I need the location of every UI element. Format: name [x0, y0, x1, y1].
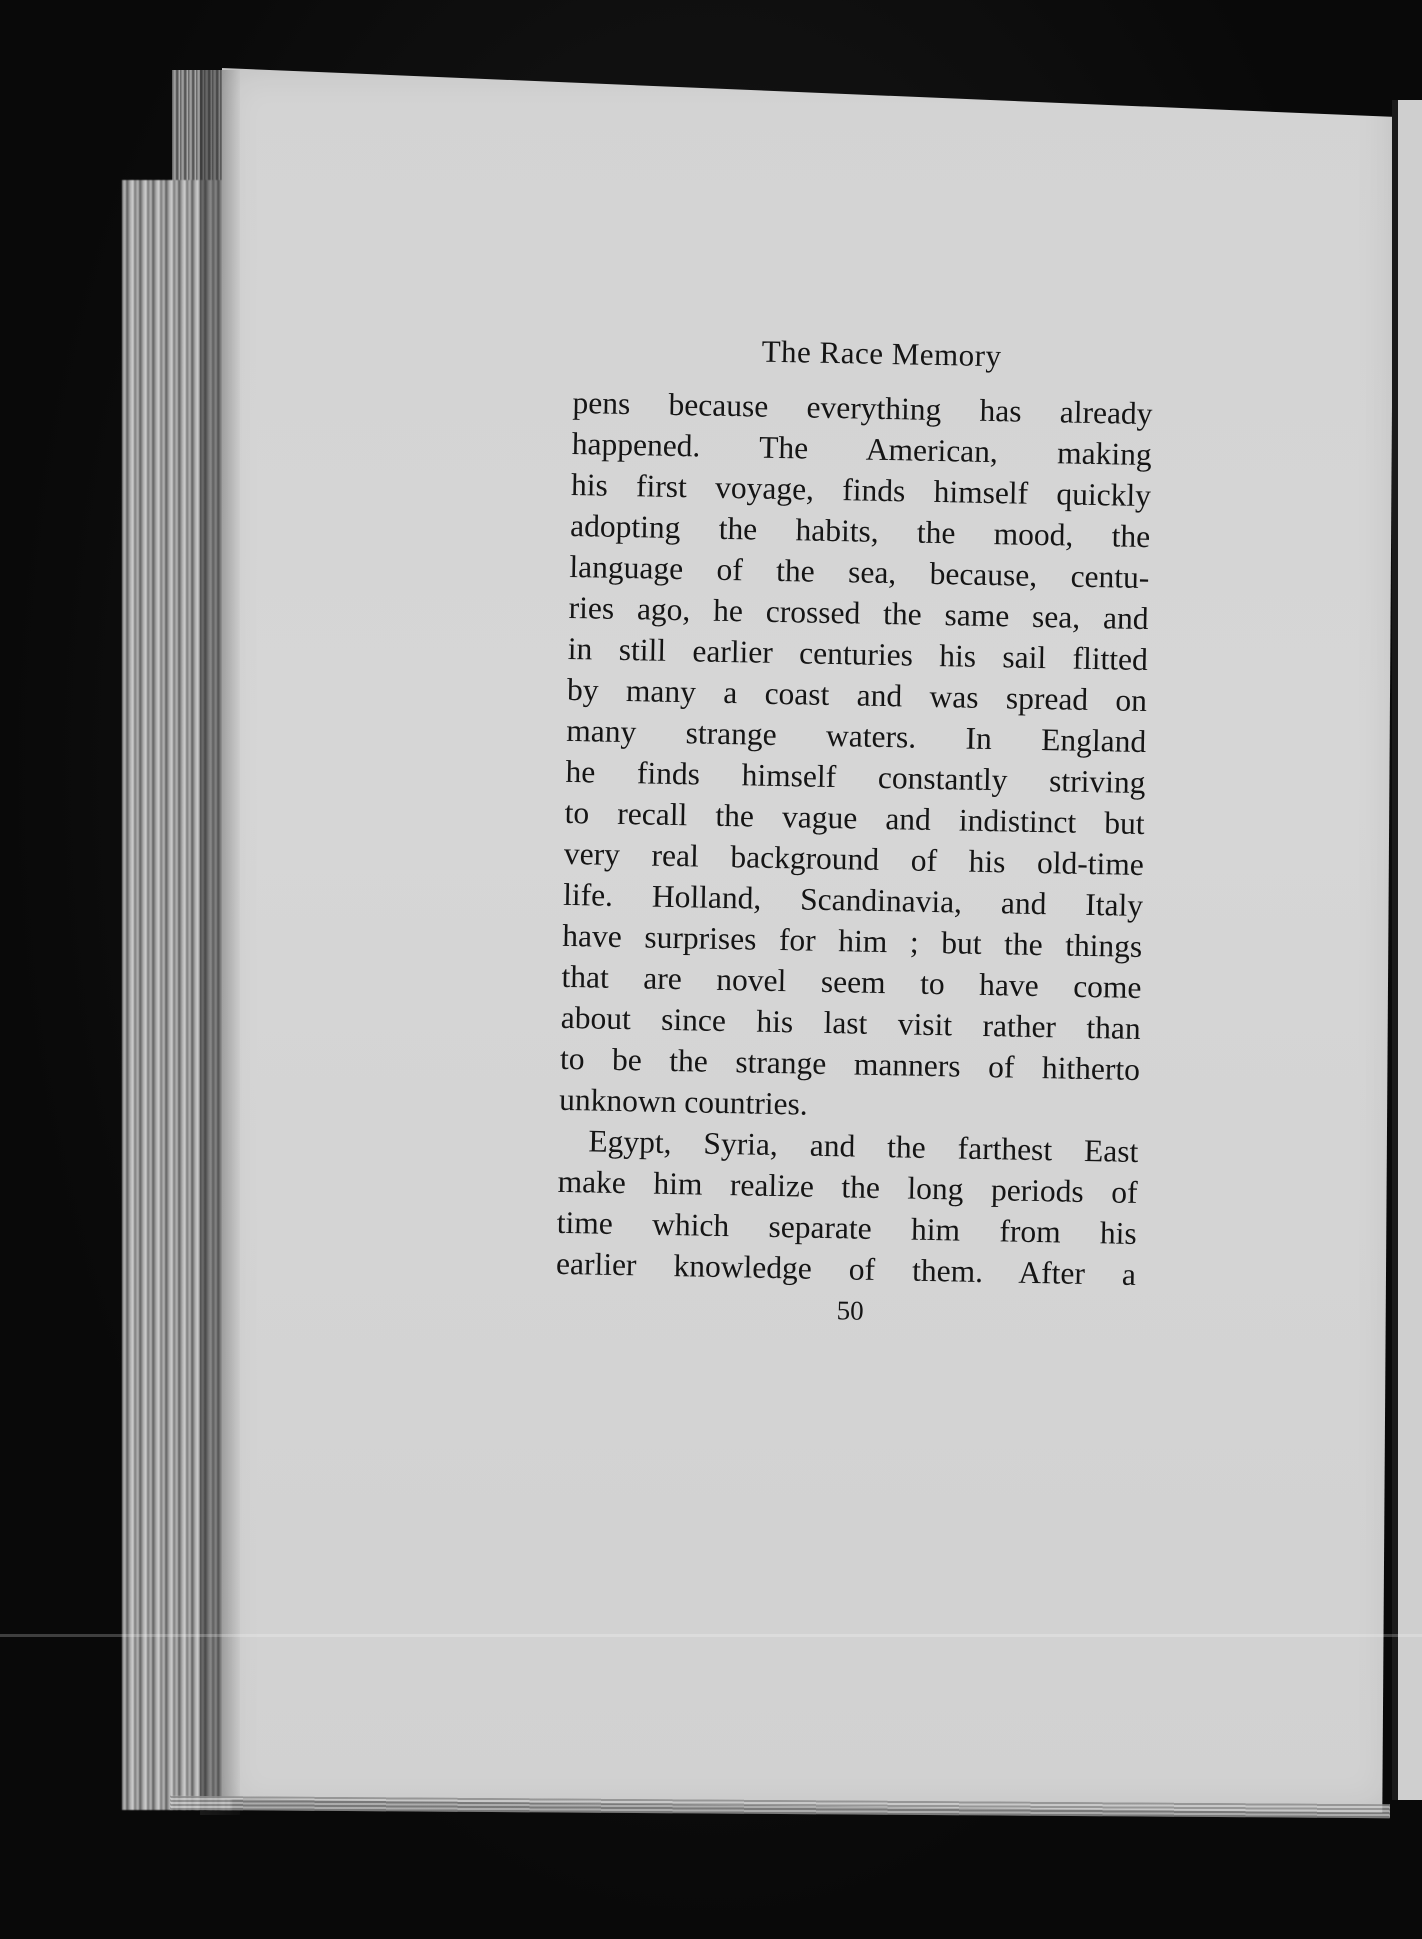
- text-line: language of the sea, because, centu-: [569, 548, 1150, 596]
- text-line: very real background of his old-time: [563, 835, 1145, 883]
- text-line: to be the strange manners of hitherto: [559, 1040, 1141, 1087]
- paragraph: [556, 1120, 1139, 1295]
- text-line: have surprises for him ; but the things: [562, 917, 1143, 965]
- page-number: 50: [836, 1295, 865, 1326]
- text-line: adopting the habits, the mood, the: [569, 507, 1151, 555]
- text-line: in still earlier centuries his sail flitted: [567, 630, 1149, 678]
- text-line: that are novel seem to have come: [561, 958, 1142, 1006]
- text-line: about since his last visit rather than: [560, 999, 1142, 1047]
- page-text-block: [555, 330, 1154, 1332]
- paragraph: [559, 382, 1153, 1131]
- text-line: unknown countries.: [558, 1081, 808, 1122]
- text-line: Egypt, Syria, and the farthest East: [588, 1123, 1139, 1169]
- scan-artifact-line: [0, 1634, 1422, 1637]
- text-line: happened. The American, making: [571, 425, 1153, 473]
- text-line: ries ago, he crossed the same sea, and: [568, 589, 1149, 637]
- text-line: to recall the vague and indistinct but: [564, 794, 1145, 842]
- text-line: make him realize the long periods of: [557, 1163, 1138, 1210]
- body-text: [556, 382, 1153, 1295]
- text-line: he finds himself constantly striving: [565, 753, 1146, 801]
- text-line: earlier knowledge of them. After a: [555, 1245, 1137, 1292]
- text-line: many strange waters. In England: [565, 712, 1147, 760]
- text-line: time which separate him from his: [556, 1204, 1138, 1251]
- spine-shadow: [200, 70, 240, 1815]
- facing-page-edge: [1392, 100, 1422, 1800]
- running-head: The Race Memory: [761, 333, 1002, 374]
- text-line: by many a coast and was spread on: [566, 671, 1148, 719]
- text-line: pens because everything has already: [572, 384, 1153, 432]
- text-line: his first voyage, finds himself quickly: [570, 466, 1152, 514]
- text-line: life. Holland, Scandinavia, and Italy: [562, 876, 1144, 924]
